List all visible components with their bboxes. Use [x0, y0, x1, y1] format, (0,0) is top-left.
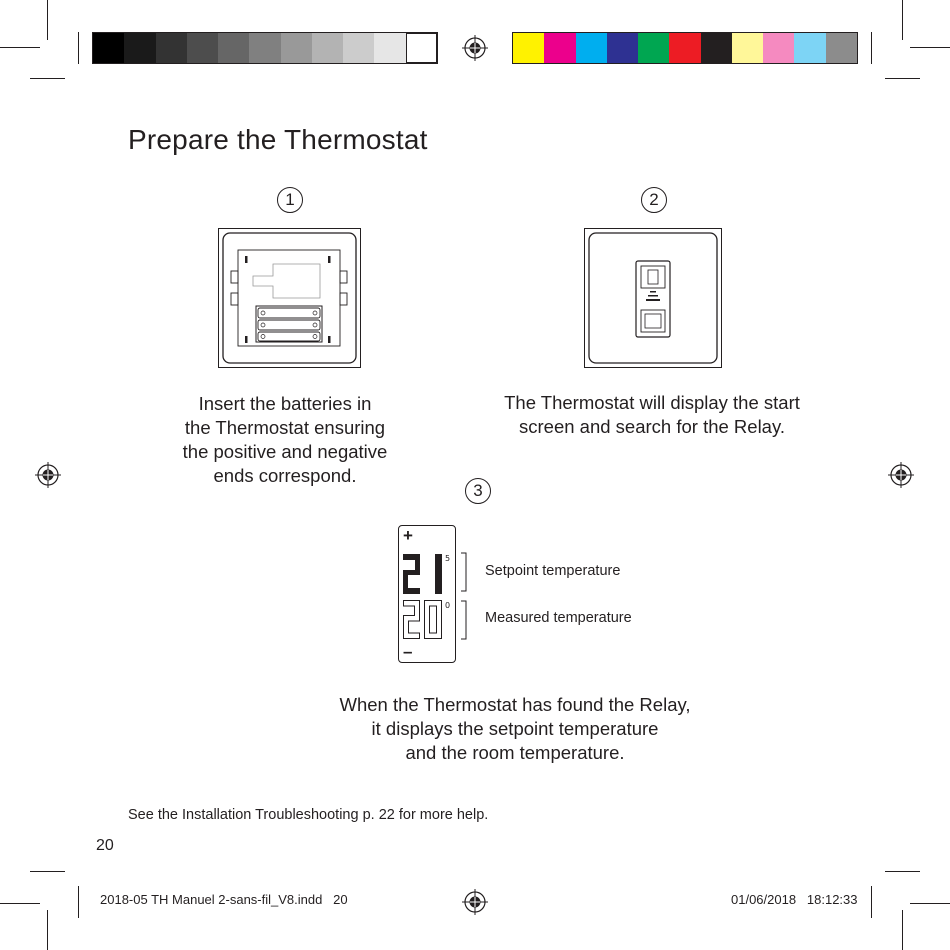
crop-mark: [30, 871, 65, 872]
color-swatch: [763, 33, 795, 63]
color-swatch: [544, 33, 576, 63]
svg-text:0: 0: [445, 601, 451, 610]
step-3-caption: When the Thermostat has found the Relay, it displays the setpoint temperature and the room temperature.: [339, 694, 691, 763]
color-swatch: [249, 33, 281, 63]
color-swatch: [638, 33, 670, 63]
color-swatch: [93, 33, 125, 63]
color-swatch: [513, 33, 545, 63]
crop-mark: [902, 910, 903, 950]
step-1-caption: Insert the batteries in the Thermostat ensuring the positive and negative ends correspond.: [182, 393, 388, 486]
color-swatch: [218, 33, 250, 63]
crop-mark: [47, 910, 48, 950]
setpoint-bracket: [460, 552, 468, 592]
crop-mark: [30, 78, 65, 79]
measured-temperature-label: Measured temperature: [485, 610, 632, 626]
color-swatch: [343, 33, 375, 63]
color-swatch: [607, 33, 639, 63]
registration-mark-top: [462, 35, 488, 61]
page-title: Prepare the Thermostat: [128, 124, 428, 155]
setpoint-temperature-label: Setpoint temperature: [485, 563, 621, 579]
crop-mark: [885, 78, 920, 79]
page-number: 20: [96, 837, 114, 854]
registration-mark-left: [35, 462, 61, 488]
svg-text:5: 5: [445, 554, 451, 563]
color-swatch: [732, 33, 764, 63]
crop-mark: [0, 47, 40, 48]
color-swatch: [281, 33, 313, 63]
color-swatch: [576, 33, 608, 63]
crop-mark: [78, 886, 79, 918]
crop-mark: [78, 32, 79, 64]
setpoint-digits: [401, 552, 453, 642]
crop-mark: [47, 0, 48, 40]
slug-file-name: 2018-05 TH Manuel 2-sans-fil_V8.indd 20: [100, 892, 348, 907]
thermostat-front-start-screen-illustration: [584, 228, 722, 368]
crop-mark: [871, 32, 872, 64]
thermostat-back-battery-illustration: [218, 228, 361, 368]
step-1-number: 1: [277, 187, 303, 213]
color-swatch: [156, 33, 188, 63]
color-swatch: [701, 33, 733, 63]
color-swatch: [124, 33, 156, 63]
slug-date-time: 01/06/2018 18:12:33: [731, 892, 858, 907]
crop-mark: [910, 903, 950, 904]
color-swatch: [794, 33, 826, 63]
measured-bracket: [460, 600, 468, 640]
registration-mark-bottom: [462, 889, 488, 915]
crop-mark: [0, 903, 40, 904]
color-swatch: [312, 33, 344, 63]
color-swatch: [374, 33, 406, 63]
step-3-number: 3: [465, 478, 491, 504]
step-2-caption: The Thermostat will display the start screen and search for the Relay.: [504, 392, 800, 437]
color-swatch: [187, 33, 219, 63]
color-swatch: [826, 33, 858, 63]
step-2-number: 2: [641, 187, 667, 213]
crop-mark: [885, 871, 920, 872]
color-swatch: [669, 33, 701, 63]
troubleshooting-note: See the Installation Troubleshooting p. 22 for more help.: [128, 807, 489, 823]
crop-mark: [902, 0, 903, 40]
registration-mark-right: [888, 462, 914, 488]
plus-button: +: [403, 526, 413, 545]
crop-mark: [871, 886, 872, 918]
minus-button: –: [403, 642, 413, 661]
color-swatch: [406, 33, 438, 63]
crop-mark: [910, 47, 950, 48]
